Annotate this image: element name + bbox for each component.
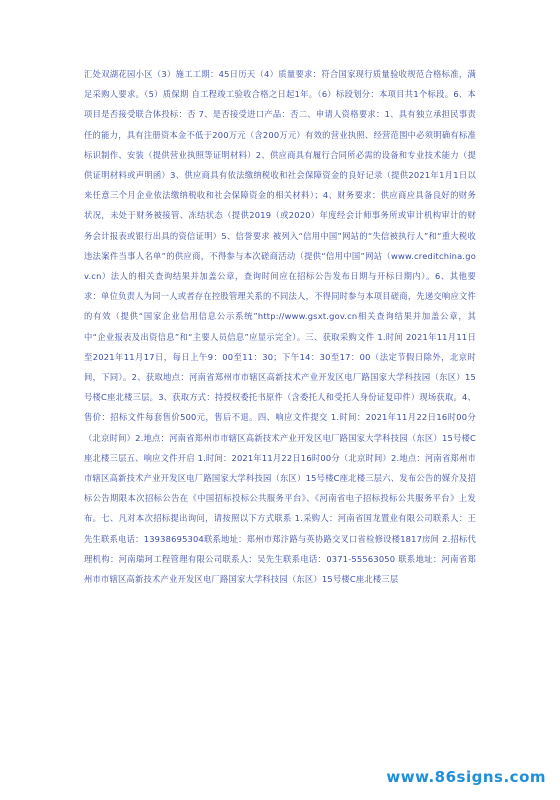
- site-watermark: www.86signs.com: [386, 768, 546, 786]
- announcement-body-text: 汇处双湖花园小区（3）施工工期：45日历天（4）质量要求：符合国家现行质量验收规范合格标准，满足采购人要求。（5）质保期 自工程竣工验收合格之日起1年。（6）标段划分：本项目共1个标段。6、本项目是否接受联合体投标：否 7、是否接受进口产品：否二、申请人资格要求：1、具有独立承担民事责任的能力，具有注册资本金不低于200万元（含200万元）有效的营业执照、经营范围中必须明确有标准标识制作、安装（提供营业执照等证明材料）2、供应商具有履行合同所必需的设备和专业技术能力（提供证明材料或声明函）3、供应商具有依法缴纳税收和社会保障资金的良好记录（提供2021年1月1日以来任意三个月企业依法缴纳税收和社会保障资金的相关材料）；4、财务要求：供应商应具备良好的财务状况，未处于财务被接管、冻结状态（提供2019（或2020）年度经会计师事务所或审计机构审计的财务会计报表或银行出具的资信证明）5、信誉要求 被列入“信用中国”网站的“失信被执行人”和“重大税收违法案件当事人名单”的供应商，不得参与本次磋商活动（提供“信用中国”网站（www.creditchina.gov.cn）法人的相关查询结果并加盖公章，查询时间应在招标公告发布日期与开标日期内）。6、其他要求：单位负责人为同一人或者存在控股管理关系的不同法人，不得同时参与本项目磋商，先递交响应文件的有效（提供“国家企业信用信息公示系统”http://www.gsxt.gov.cn相关查询结果并加盖公章，其中“企业报表及出资信息”和“主要人员信息”应显示完全）。三、获取采购文件 1.时间 2021年11月11日至2021年11月17日，每日上午9：00至11：30；下午14：30至17：00（法定节假日除外，北京时间，下同）。2、获取地点：河南省郑州市市辖区高新技术产业开发区电厂路国家大学科技园（东区）15号楼C座北楼三层。3、获取方式：持授权委托书原件（含委托人和受托人身份证复印件）现场获取。4、售价：招标文件每套售价500元，售后不退。四、响应文件提交 1.时间：2021年11月22日16时00分（北京时间）2.地点：河南省郑州市市辖区高新技术产业开发区电厂路国家大学科技园（东区）15号楼C座北楼三层五、响应文件开启 1.时间：2021年11月22日16时00分（北京时间）2.地点：河南省郑州市市辖区高新技术产业开发区电厂路国家大学科技园（东区）15号楼C座北楼三层六、发布公告的媒介及招标公告期限本次招标公告在《中国招标投标公共服务平台》、《河南省电子招标投标公共服务平台》上发布。七、凡对本次招标提出询问，请按照以下方式联系 1.采购人：河南省国龙置业有限公司联系人：王先生联系电话：13938695304联系地址：郑州市郑汴路与英协路交叉口省检修设楼1817房间 2.招标代理机构：河南瑞珂工程管理有限公司联系人：吴先生联系电话：0371-55563050 联系地址：河南省郑州市市辖区高新技术产业开发区电厂路国家大学科技园（东区）15号楼C座北楼三层: [84, 69, 476, 585]
